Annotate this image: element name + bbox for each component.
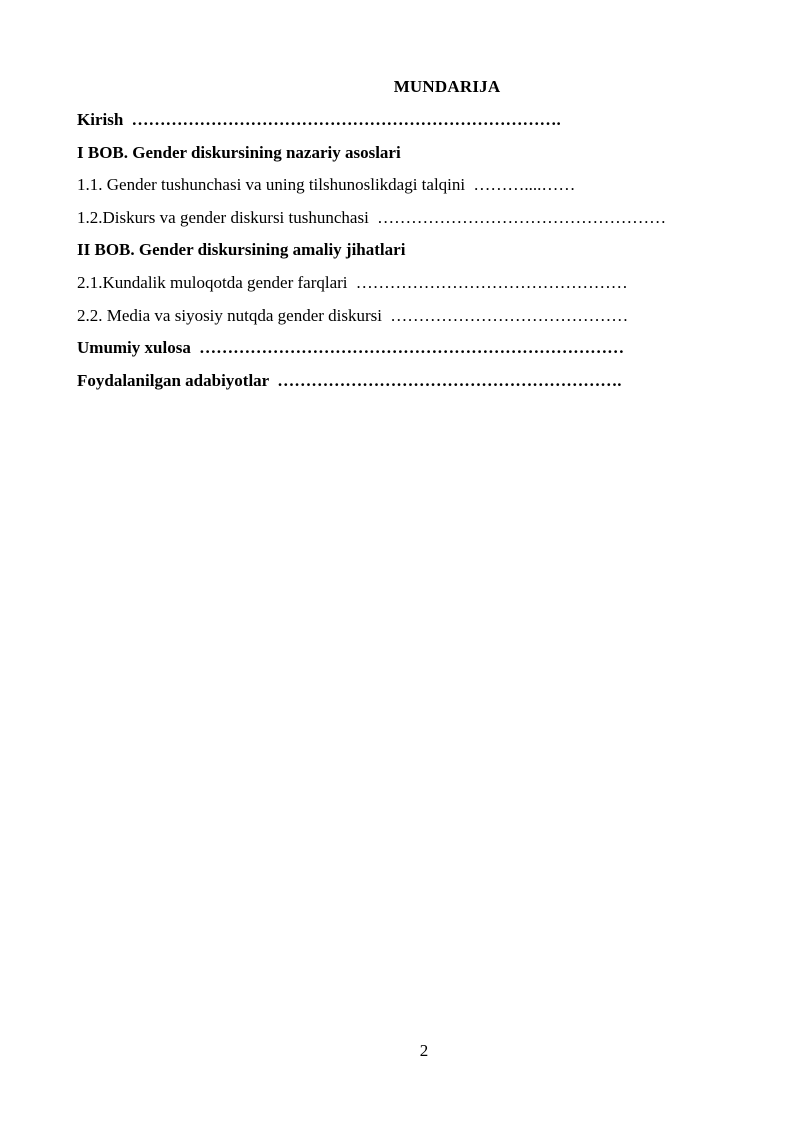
toc-entry-leader: ………………………………………………………………….	[131, 110, 561, 129]
toc-entry-leader: …………………………………………………………………	[199, 338, 625, 358]
toc-entry-conclusion	[77, 336, 757, 369]
toc-entry-leader: ………....……	[473, 175, 576, 195]
toc-entry-leader: ……………………………………	[390, 305, 629, 325]
toc-entry-leader: …………………………………………	[355, 272, 628, 292]
toc-title: MUNDARIJA	[393, 77, 501, 96]
toc-entry-label: Kirish	[77, 110, 124, 129]
toc-entry-label: 2.1.Kundalik muloqotda gender farqlari	[77, 272, 348, 292]
toc-entry-label: I BOB. Gender diskursining nazariy asoslari	[77, 142, 401, 162]
toc-entry-label: 1.2.Diskurs va gender diskursi tushunchasi	[77, 207, 369, 227]
toc-entry-label: 1.1. Gender tushunchasi va uning tilshunoslikdagi talqini	[77, 175, 466, 195]
page-number: 2	[419, 1041, 429, 1060]
toc-entry-label: II BOB. Gender diskursining amaliy jihatlari	[77, 240, 406, 260]
toc-entry-label: 2.2. Media va siyosiy nutqda gender diskursi	[77, 305, 383, 325]
toc-entry-label: Foydalanilgan adabiyotlar	[77, 370, 269, 390]
toc-entry-chapter-2	[77, 238, 757, 271]
toc-entry-leader: …………………………………………………….	[277, 370, 622, 390]
toc-entry-references	[77, 369, 757, 402]
toc-entry-chapter-1	[77, 141, 757, 174]
table-of-contents	[77, 108, 757, 401]
toc-entry-section-1-1	[77, 173, 757, 206]
toc-entry-section-1-2	[77, 206, 757, 239]
toc-entry-leader: ……………………………………………	[377, 207, 667, 227]
toc-entry-kirish	[77, 108, 757, 141]
toc-entry-label: Umumiy xulosa	[77, 338, 191, 358]
toc-entry-section-2-1	[77, 271, 757, 304]
toc-entry-section-2-2	[77, 304, 757, 337]
